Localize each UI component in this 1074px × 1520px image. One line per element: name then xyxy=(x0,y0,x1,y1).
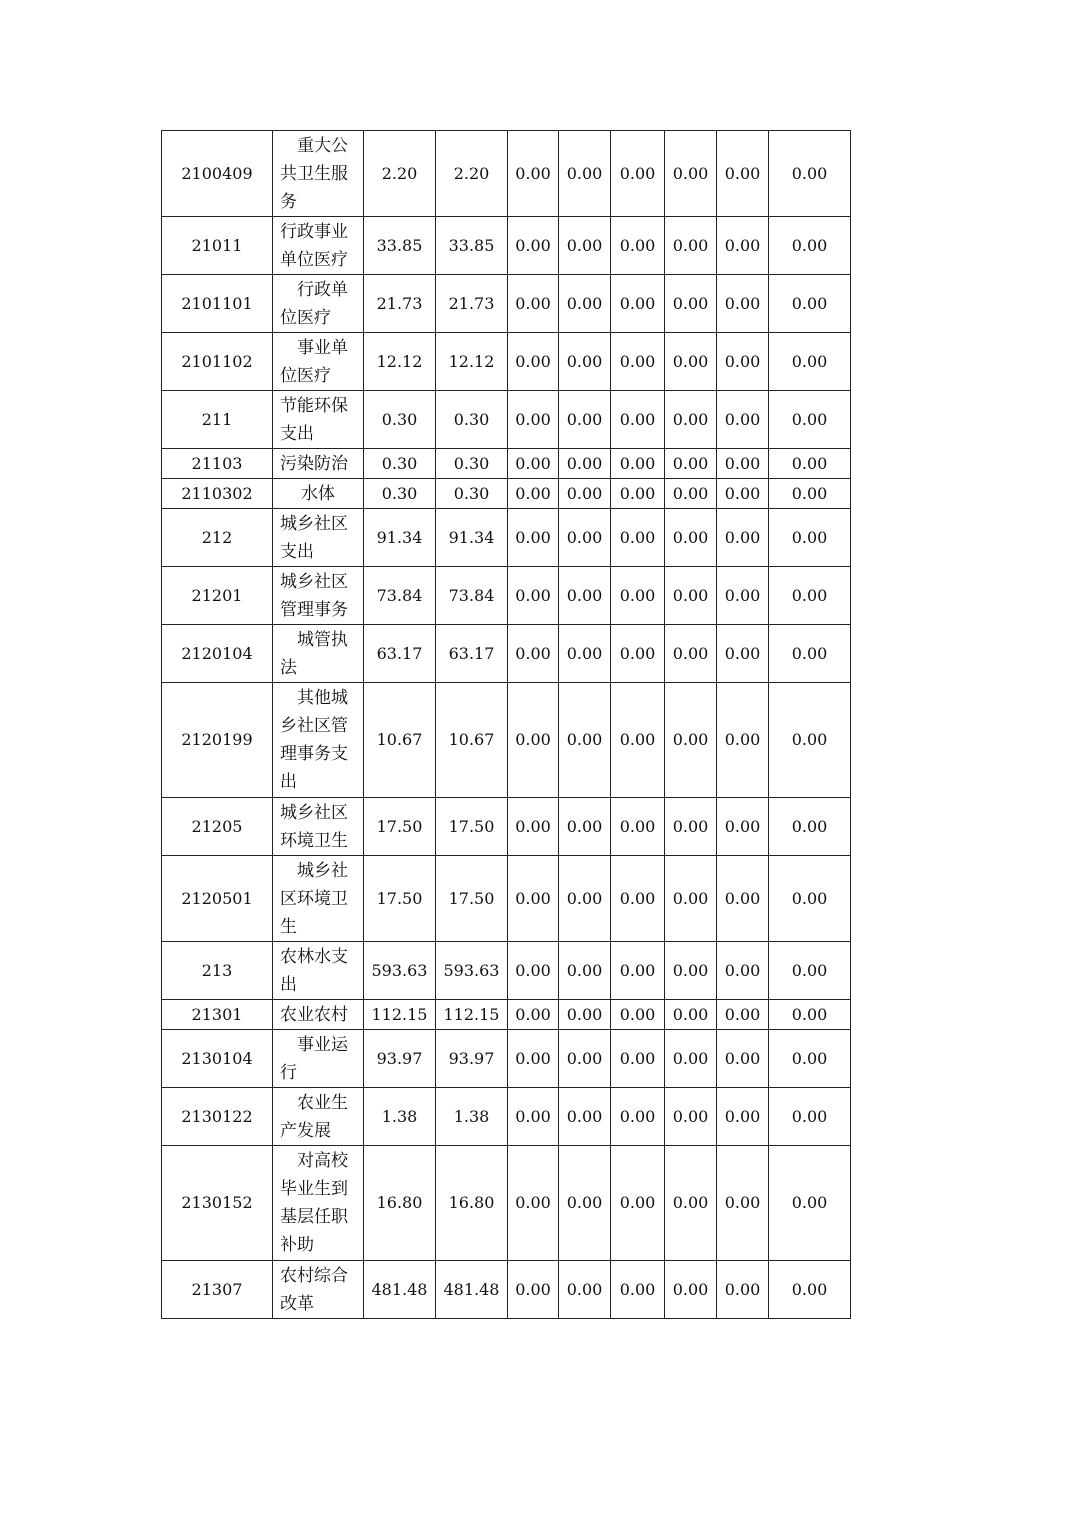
amount-cell: 73.84 xyxy=(436,567,508,625)
amount-cell: 2.20 xyxy=(436,131,508,217)
amount-cell: 0.00 xyxy=(611,333,665,391)
amount-cell: 0.00 xyxy=(665,479,717,509)
amount-cell: 0.00 xyxy=(769,798,851,856)
subject-name-text: 事业单位医疗 xyxy=(280,337,348,386)
amount-cell: 0.00 xyxy=(508,275,559,333)
subject-name-text: 城管执法 xyxy=(280,629,348,678)
amount-cell: 16.80 xyxy=(436,1146,508,1261)
amount-cell: 0.00 xyxy=(665,333,717,391)
amount-cell: 0.00 xyxy=(508,1088,559,1146)
amount-cell: 0.00 xyxy=(611,1088,665,1146)
amount-cell: 21.73 xyxy=(436,275,508,333)
amount-cell: 0.00 xyxy=(611,131,665,217)
amount-cell: 33.85 xyxy=(436,217,508,275)
amount-cell: 0.00 xyxy=(559,333,611,391)
amount-cell: 0.00 xyxy=(717,1261,769,1319)
amount-cell: 0.00 xyxy=(665,1030,717,1088)
amount-cell: 0.00 xyxy=(559,683,611,798)
table-row xyxy=(162,217,851,275)
amount-cell: 0.00 xyxy=(665,509,717,567)
amount-cell: 0.00 xyxy=(508,798,559,856)
amount-cell: 0.00 xyxy=(611,275,665,333)
amount-cell: 63.17 xyxy=(364,625,436,683)
amount-cell: 0.00 xyxy=(717,625,769,683)
amount-cell: 0.00 xyxy=(665,1261,717,1319)
amount-cell: 0.00 xyxy=(717,217,769,275)
table-row xyxy=(162,275,851,333)
amount-cell: 0.00 xyxy=(665,131,717,217)
amount-cell: 0.00 xyxy=(611,798,665,856)
amount-cell: 0.00 xyxy=(769,567,851,625)
table-row xyxy=(162,942,851,1000)
amount-cell: 0.00 xyxy=(559,1000,611,1030)
amount-cell: 0.00 xyxy=(611,509,665,567)
amount-cell: 0.00 xyxy=(665,449,717,479)
amount-cell: 12.12 xyxy=(436,333,508,391)
amount-cell: 0.00 xyxy=(665,1000,717,1030)
amount-cell: 0.00 xyxy=(559,1030,611,1088)
subject-name-cell xyxy=(273,683,364,798)
amount-cell: 0.00 xyxy=(769,1030,851,1088)
subject-code-cell: 2120104 xyxy=(162,625,273,683)
amount-cell: 0.30 xyxy=(364,449,436,479)
subject-name-cell xyxy=(273,391,364,449)
amount-cell: 0.30 xyxy=(364,479,436,509)
subject-name-cell xyxy=(273,1088,364,1146)
table-row xyxy=(162,683,851,798)
amount-cell: 0.00 xyxy=(611,567,665,625)
amount-cell: 0.00 xyxy=(508,1261,559,1319)
subject-name-cell xyxy=(273,509,364,567)
amount-cell: 0.00 xyxy=(769,449,851,479)
subject-code-cell: 2101101 xyxy=(162,275,273,333)
amount-cell: 0.30 xyxy=(436,391,508,449)
subject-name-text: 农业农村 xyxy=(280,1004,348,1025)
amount-cell: 0.00 xyxy=(717,856,769,942)
subject-code-cell: 2130122 xyxy=(162,1088,273,1146)
amount-cell: 0.00 xyxy=(559,131,611,217)
table-row xyxy=(162,625,851,683)
amount-cell: 0.00 xyxy=(717,479,769,509)
amount-cell: 91.34 xyxy=(364,509,436,567)
amount-cell: 112.15 xyxy=(436,1000,508,1030)
subject-name-text: 城乡社区环境卫生 xyxy=(280,802,348,851)
amount-cell: 0.00 xyxy=(611,449,665,479)
amount-cell: 0.00 xyxy=(559,217,611,275)
subject-code-cell: 2130152 xyxy=(162,1146,273,1261)
amount-cell: 0.30 xyxy=(436,449,508,479)
subject-name-cell xyxy=(273,942,364,1000)
subject-name-cell xyxy=(273,1000,364,1030)
amount-cell: 0.00 xyxy=(769,1146,851,1261)
table-row xyxy=(162,509,851,567)
amount-cell: 0.00 xyxy=(508,391,559,449)
amount-cell: 16.80 xyxy=(364,1146,436,1261)
subject-name-text: 事业运行 xyxy=(280,1034,348,1083)
amount-cell: 593.63 xyxy=(436,942,508,1000)
table-row xyxy=(162,798,851,856)
subject-code-cell: 2130104 xyxy=(162,1030,273,1088)
amount-cell: 0.00 xyxy=(559,942,611,1000)
amount-cell: 0.00 xyxy=(717,391,769,449)
subject-name-text: 水体 xyxy=(301,483,335,504)
amount-cell: 0.00 xyxy=(508,333,559,391)
table-row xyxy=(162,567,851,625)
amount-cell: 0.00 xyxy=(611,1261,665,1319)
subject-name-text: 其他城乡社区管理事务支出 xyxy=(280,688,348,792)
amount-cell: 0.00 xyxy=(559,449,611,479)
amount-cell: 0.00 xyxy=(508,509,559,567)
amount-cell: 0.00 xyxy=(559,625,611,683)
budget-table xyxy=(161,130,851,1319)
subject-name-text: 污染防治 xyxy=(280,453,348,474)
amount-cell: 0.00 xyxy=(769,1088,851,1146)
amount-cell: 0.00 xyxy=(559,479,611,509)
table-row xyxy=(162,391,851,449)
amount-cell: 0.00 xyxy=(559,1088,611,1146)
amount-cell: 0.00 xyxy=(717,275,769,333)
amount-cell: 0.00 xyxy=(508,217,559,275)
subject-name-text: 城乡社区管理事务 xyxy=(280,571,348,620)
amount-cell: 12.12 xyxy=(364,333,436,391)
amount-cell: 0.00 xyxy=(665,567,717,625)
subject-code-cell: 2110302 xyxy=(162,479,273,509)
subject-code-cell: 2100409 xyxy=(162,131,273,217)
subject-name-cell xyxy=(273,1146,364,1261)
subject-code-cell: 212 xyxy=(162,509,273,567)
amount-cell: 0.00 xyxy=(769,275,851,333)
table-row xyxy=(162,1000,851,1030)
amount-cell: 0.00 xyxy=(665,1146,717,1261)
subject-name-cell xyxy=(273,567,364,625)
subject-name-text: 农村综合改革 xyxy=(280,1265,348,1314)
amount-cell: 0.00 xyxy=(611,625,665,683)
subject-code-cell: 211 xyxy=(162,391,273,449)
amount-cell: 0.00 xyxy=(508,1030,559,1088)
amount-cell: 0.00 xyxy=(717,449,769,479)
amount-cell: 0.00 xyxy=(559,1261,611,1319)
amount-cell: 0.00 xyxy=(508,625,559,683)
amount-cell: 0.00 xyxy=(559,509,611,567)
table-row xyxy=(162,1088,851,1146)
subject-name-text: 行政单位医疗 xyxy=(280,279,348,328)
table-row xyxy=(162,449,851,479)
amount-cell: 0.00 xyxy=(508,449,559,479)
amount-cell: 10.67 xyxy=(364,683,436,798)
amount-cell: 481.48 xyxy=(436,1261,508,1319)
amount-cell: 0.00 xyxy=(769,391,851,449)
amount-cell: 0.00 xyxy=(665,1088,717,1146)
subject-code-cell: 21103 xyxy=(162,449,273,479)
amount-cell: 91.34 xyxy=(436,509,508,567)
subject-name-text: 节能环保支出 xyxy=(280,395,348,444)
subject-name-text: 对高校毕业生到基层任职补助 xyxy=(280,1151,348,1255)
subject-name-cell xyxy=(273,217,364,275)
amount-cell: 0.00 xyxy=(717,798,769,856)
amount-cell: 0.00 xyxy=(717,567,769,625)
amount-cell: 0.00 xyxy=(717,683,769,798)
amount-cell: 0.30 xyxy=(436,479,508,509)
amount-cell: 63.17 xyxy=(436,625,508,683)
subject-code-cell: 21307 xyxy=(162,1261,273,1319)
table-row xyxy=(162,131,851,217)
table-row xyxy=(162,1030,851,1088)
amount-cell: 0.00 xyxy=(611,217,665,275)
amount-cell: 0.00 xyxy=(717,131,769,217)
subject-name-text: 城乡社区支出 xyxy=(280,513,348,562)
subject-code-cell: 2101102 xyxy=(162,333,273,391)
amount-cell: 0.00 xyxy=(508,856,559,942)
subject-name-cell xyxy=(273,333,364,391)
subject-code-cell: 21301 xyxy=(162,1000,273,1030)
subject-code-cell: 21011 xyxy=(162,217,273,275)
amount-cell: 0.00 xyxy=(665,798,717,856)
amount-cell: 0.00 xyxy=(769,131,851,217)
amount-cell: 0.00 xyxy=(559,798,611,856)
subject-code-cell: 2120501 xyxy=(162,856,273,942)
amount-cell: 17.50 xyxy=(436,798,508,856)
amount-cell: 0.00 xyxy=(559,567,611,625)
amount-cell: 0.00 xyxy=(611,683,665,798)
subject-name-cell xyxy=(273,798,364,856)
amount-cell: 0.00 xyxy=(769,509,851,567)
amount-cell: 0.00 xyxy=(611,856,665,942)
amount-cell: 93.97 xyxy=(436,1030,508,1088)
amount-cell: 0.00 xyxy=(611,942,665,1000)
amount-cell: 0.00 xyxy=(665,856,717,942)
table-body xyxy=(162,131,851,1319)
amount-cell: 0.00 xyxy=(665,942,717,1000)
subject-name-text: 农林水支出 xyxy=(280,946,348,995)
subject-name-cell xyxy=(273,479,364,509)
subject-code-cell: 213 xyxy=(162,942,273,1000)
amount-cell: 0.00 xyxy=(559,275,611,333)
amount-cell: 0.00 xyxy=(559,1146,611,1261)
table-row xyxy=(162,1261,851,1319)
amount-cell: 0.00 xyxy=(611,1000,665,1030)
amount-cell: 481.48 xyxy=(364,1261,436,1319)
amount-cell: 0.00 xyxy=(769,217,851,275)
subject-name-cell xyxy=(273,275,364,333)
amount-cell: 93.97 xyxy=(364,1030,436,1088)
subject-name-cell xyxy=(273,856,364,942)
amount-cell: 0.00 xyxy=(508,131,559,217)
amount-cell: 0.00 xyxy=(508,1146,559,1261)
amount-cell: 10.67 xyxy=(436,683,508,798)
amount-cell: 0.00 xyxy=(611,1030,665,1088)
amount-cell: 0.00 xyxy=(717,1146,769,1261)
amount-cell: 112.15 xyxy=(364,1000,436,1030)
amount-cell: 17.50 xyxy=(364,798,436,856)
amount-cell: 33.85 xyxy=(364,217,436,275)
amount-cell: 0.00 xyxy=(717,509,769,567)
amount-cell: 0.00 xyxy=(508,567,559,625)
amount-cell: 0.00 xyxy=(717,942,769,1000)
subject-code-cell: 21205 xyxy=(162,798,273,856)
table-row xyxy=(162,479,851,509)
subject-name-text: 农业生产发展 xyxy=(280,1092,348,1141)
subject-name-text: 重大公共卫生服务 xyxy=(280,135,348,212)
amount-cell: 0.00 xyxy=(665,217,717,275)
amount-cell: 0.30 xyxy=(364,391,436,449)
amount-cell: 0.00 xyxy=(769,333,851,391)
amount-cell: 0.00 xyxy=(717,1030,769,1088)
amount-cell: 0.00 xyxy=(769,625,851,683)
subject-code-cell: 21201 xyxy=(162,567,273,625)
amount-cell: 0.00 xyxy=(769,856,851,942)
subject-name-cell xyxy=(273,1030,364,1088)
amount-cell: 0.00 xyxy=(508,942,559,1000)
subject-name-text: 行政事业单位医疗 xyxy=(280,221,348,270)
amount-cell: 73.84 xyxy=(364,567,436,625)
amount-cell: 0.00 xyxy=(665,625,717,683)
amount-cell: 1.38 xyxy=(436,1088,508,1146)
amount-cell: 0.00 xyxy=(508,1000,559,1030)
amount-cell: 0.00 xyxy=(717,1000,769,1030)
amount-cell: 0.00 xyxy=(559,391,611,449)
amount-cell: 593.63 xyxy=(364,942,436,1000)
amount-cell: 0.00 xyxy=(665,275,717,333)
subject-name-cell xyxy=(273,1261,364,1319)
amount-cell: 0.00 xyxy=(769,1261,851,1319)
amount-cell: 0.00 xyxy=(508,479,559,509)
table-row xyxy=(162,333,851,391)
amount-cell: 0.00 xyxy=(508,683,559,798)
subject-code-cell: 2120199 xyxy=(162,683,273,798)
amount-cell: 0.00 xyxy=(769,942,851,1000)
subject-name-cell xyxy=(273,131,364,217)
amount-cell: 0.00 xyxy=(611,1146,665,1261)
amount-cell: 0.00 xyxy=(717,333,769,391)
amount-cell: 0.00 xyxy=(769,479,851,509)
amount-cell: 0.00 xyxy=(717,1088,769,1146)
subject-name-cell xyxy=(273,449,364,479)
amount-cell: 2.20 xyxy=(364,131,436,217)
subject-name-cell xyxy=(273,625,364,683)
amount-cell: 0.00 xyxy=(665,683,717,798)
amount-cell: 0.00 xyxy=(769,683,851,798)
subject-name-text: 城乡社区环境卫生 xyxy=(280,860,348,937)
amount-cell: 21.73 xyxy=(364,275,436,333)
table-row xyxy=(162,1146,851,1261)
amount-cell: 1.38 xyxy=(364,1088,436,1146)
amount-cell: 17.50 xyxy=(436,856,508,942)
amount-cell: 17.50 xyxy=(364,856,436,942)
amount-cell: 0.00 xyxy=(611,479,665,509)
amount-cell: 0.00 xyxy=(769,1000,851,1030)
amount-cell: 0.00 xyxy=(611,391,665,449)
table-row xyxy=(162,856,851,942)
amount-cell: 0.00 xyxy=(559,856,611,942)
amount-cell: 0.00 xyxy=(665,391,717,449)
